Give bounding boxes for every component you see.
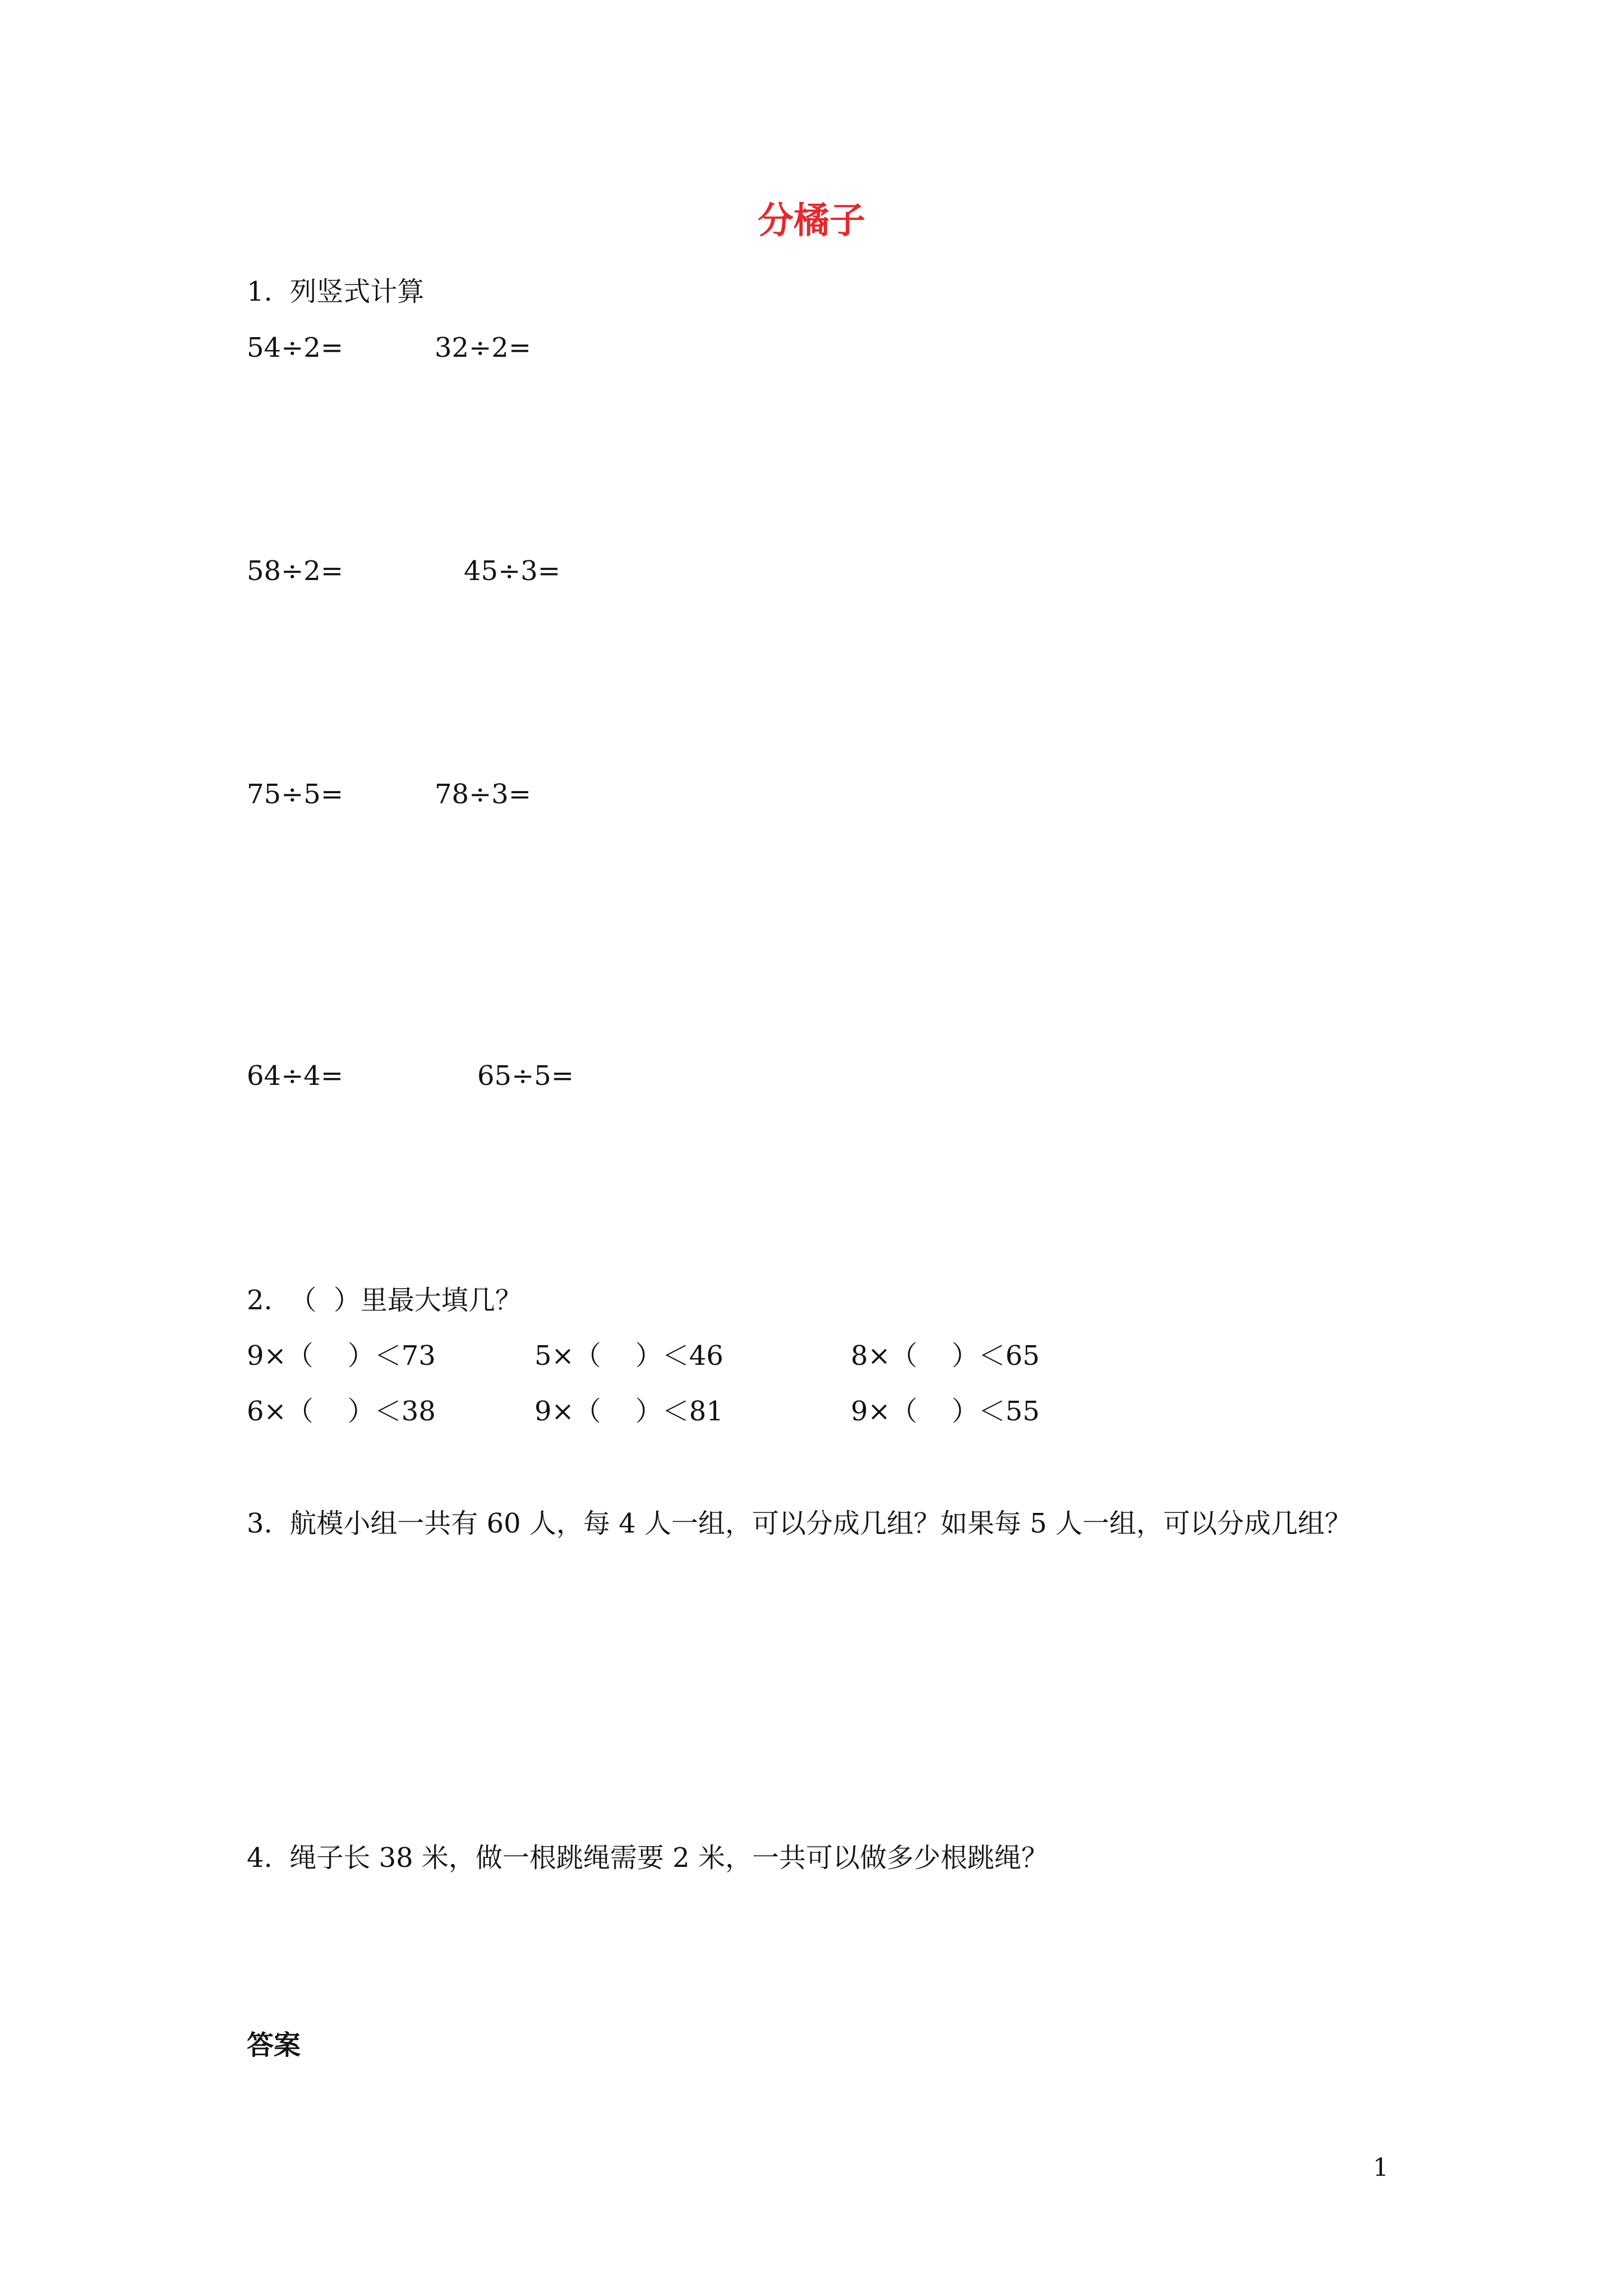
q1-item: 78÷3= — [435, 779, 532, 810]
q1-heading: 1. 列竖式计算 — [247, 276, 425, 307]
q2-item: 5×（ ）＜46 — [534, 1340, 723, 1372]
page-number: 1 — [1373, 2154, 1389, 2182]
q2-item: 8×（ ）＜65 — [851, 1340, 1040, 1372]
q2-item: 6×（ ）＜38 — [247, 1396, 436, 1427]
q1-item: 58÷2= — [247, 555, 344, 587]
q2-item: 9×（ ）＜81 — [534, 1396, 723, 1427]
q1-item: 54÷2= — [247, 332, 344, 364]
q1-item: 64÷4= — [247, 1060, 344, 1092]
q4-text: 4. 绳子长 38 米，做一根跳绳需要 2 米，一共可以做多少根跳绳？ — [247, 1842, 1048, 1874]
q1-item: 32÷2= — [435, 332, 532, 364]
q1-item: 75÷5= — [247, 779, 344, 810]
q2-heading: 2. （ ）里最大填几？ — [247, 1285, 522, 1316]
q1-item: 45÷3= — [464, 555, 561, 587]
q2-item: 9×（ ）＜55 — [851, 1396, 1040, 1427]
q2-item: 9×（ ）＜73 — [247, 1340, 436, 1372]
answer-heading: 答案 — [247, 2030, 301, 2061]
q3-text: 3. 航模小组一共有 60 人，每 4 人一组，可以分成几组？如果每 5 人一组，可以分成几组？ — [247, 1508, 1352, 1539]
q1-item: 65÷5= — [477, 1060, 574, 1092]
page-title: 分橘子 — [758, 200, 865, 242]
